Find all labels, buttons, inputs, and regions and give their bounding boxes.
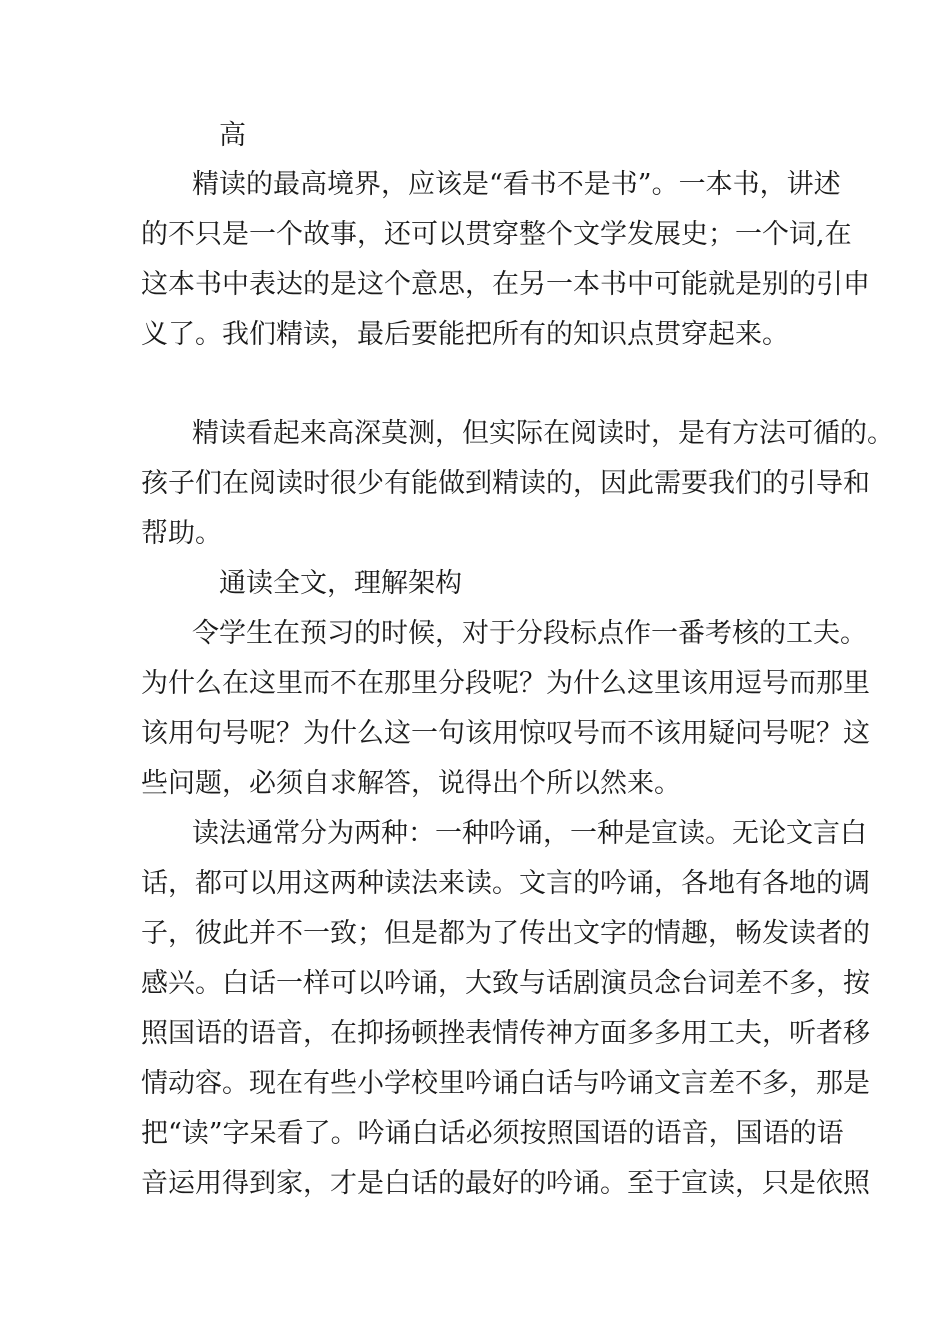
paragraph-1-line-1: 精读的最高境界，应该是“看书不是书”。一本书，讲述 [192,169,841,200]
heading: 高 [219,120,246,151]
paragraph-2-line-1: 精读看起来高深莫测，但实际在阅读时，是有方法可循的。 [192,418,894,449]
paragraph-3-line-4: 些问题，必须自求解答，说得出个所以然来。 [141,768,681,799]
paragraph-3-line-3: 该用句号呢？为什么这一句该用惊叹号而不该用疑问号呢？这 [141,718,870,749]
paragraph-4-line-7: 把“读”字呆看了。吟诵白话必须按照国语的语音，国语的语 [141,1118,844,1149]
paragraph-1-line-4: 义了。我们精读，最后要能把所有的知识点贯穿起来。 [141,319,789,350]
paragraph-3-line-1: 令学生在预习的时候，对于分段标点作一番考核的工夫。 [192,618,867,649]
paragraph-2-line-2: 孩子们在阅读时很少有能做到精读的，因此需要我们的引导和 [141,468,870,499]
paragraph-4-line-1: 读法通常分为两种：一种吟诵，一种是宣读。无论文言白 [192,818,867,849]
paragraph-3-line-2: 为什么在这里而不在那里分段呢？为什么这里该用逗号而那里 [141,668,870,699]
paragraph-4-line-8: 音运用得到家，才是白话的最好的吟诵。至于宣读，只是依照 [141,1168,870,1199]
paragraph-4-line-5: 照国语的语音，在抑扬顿挫表情传神方面多多用工夫，听者移 [141,1018,870,1049]
paragraph-1-line-2: 的不只是一个故事，还可以贯穿整个文学发展史；一个词,在 [141,219,852,250]
section-heading: 通读全文，理解架构 [219,568,462,599]
paragraph-4-line-3: 子，彼此并不一致；但是都为了传出文字的情趣，畅发读者的 [141,918,870,949]
paragraph-1-line-3: 这本书中表达的是这个意思，在另一本书中可能就是别的引申 [141,269,870,300]
paragraph-2-line-3: 帮助。 [141,518,222,549]
paragraph-4-line-2: 话，都可以用这两种读法来读。文言的吟诵，各地有各地的调 [141,868,870,899]
paragraph-4-line-4: 感兴。白话一样可以吟诵，大致与话剧演员念台词差不多，按 [141,968,870,999]
paragraph-4-line-6: 情动容。现在有些小学校里吟诵白话与吟诵文言差不多，那是 [141,1068,870,1099]
